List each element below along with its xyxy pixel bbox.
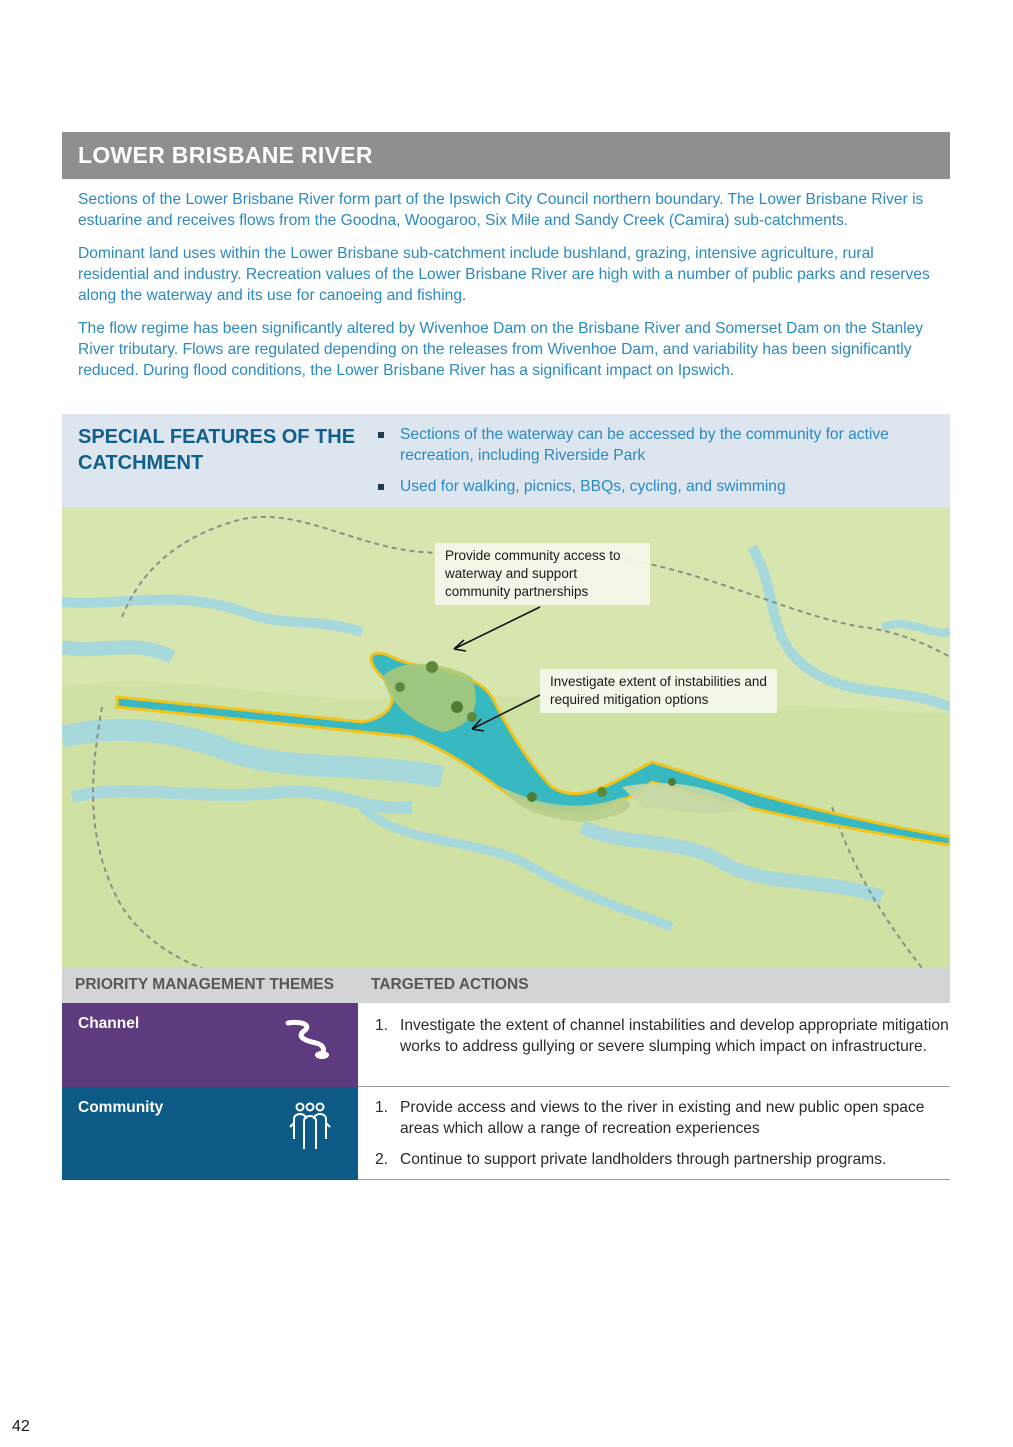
col-header-actions: TARGETED ACTIONS (371, 976, 529, 993)
map-callout-instabilities: Investigate extent of instabilities and required mitigation options (540, 669, 777, 713)
theme-label: Community (78, 1099, 164, 1116)
special-feature-item: Used for walking, picnics, BBQs, cycling, and swimming (376, 476, 936, 497)
theme-cell-community (62, 1087, 358, 1180)
action-item: 1. Investigate the extent of channel instabilities and develop appropriate mitigation works to address gullying or severe slumping which impact on infrastructure. (375, 1017, 949, 1055)
actions-list (358, 1015, 950, 1057)
intro-paragraph-1: Sections of the Lower Brisbane River form part of the Ipswich City Council northern boundary. The Lower Brisbane River is estuarine and receives flows from the Goodna, Woogaroo, Six Mile and Sandy Creek (Camira) sub-catchments. (78, 191, 924, 229)
special-features-heading: SPECIAL FEATURES OF THE CATCHMENT (78, 426, 356, 474)
actions-cell-channel (358, 1003, 950, 1087)
catchment-map (62, 507, 950, 968)
action-item: 1. Provide access and views to the river in existing and new public open space areas which allow a range of recreation experiences (375, 1099, 925, 1137)
river-channel-icon (282, 1017, 338, 1061)
square-bullet-icon (378, 484, 384, 490)
page-number: 42 (12, 1418, 30, 1435)
col-header-themes: PRIORITY MANAGEMENT THEMES (75, 976, 334, 993)
special-features-panel (62, 414, 950, 507)
actions-cell-community (358, 1087, 950, 1180)
map-callout-community-access: Provide community access to waterway and support community partnerships (435, 543, 650, 605)
actions-list (358, 1097, 950, 1170)
section-title-banner (62, 132, 950, 179)
action-item: 2. Continue to support private landholders through partnership programs. (375, 1151, 887, 1168)
community-people-icon (286, 1099, 334, 1153)
theme-label: Channel (78, 1015, 140, 1032)
special-feature-item: Sections of the waterway can be accessed by the community for active recreation, including Riverside Park (376, 424, 936, 466)
intro-paragraph-2: Dominant land uses within the Lower Brisbane sub-catchment include bushland, grazing, intensive agriculture, rural residential and industry. Recreation values of the Lower Brisbane River are high with a number of public parks and reserves along the waterway and its use for canoeing and fishing. (78, 245, 930, 304)
square-bullet-icon (378, 432, 384, 438)
section-title: LOWER BRISBANE RIVER (78, 142, 373, 168)
intro-text (78, 189, 938, 393)
intro-paragraph-3: The flow regime has been significantly altered by Wivenhoe Dam on the Brisbane River and Somerset Dam on the Stanley River tributary. Flows are regulated depending on the releases from Wivenhoe Dam, and variability has been significantly reduced. During flood conditions, the Lower Brisbane River has a significant impact on Ipswich. (78, 320, 924, 379)
special-features-list (376, 424, 936, 507)
theme-cell-channel (62, 1003, 358, 1087)
table-header (62, 968, 950, 1003)
